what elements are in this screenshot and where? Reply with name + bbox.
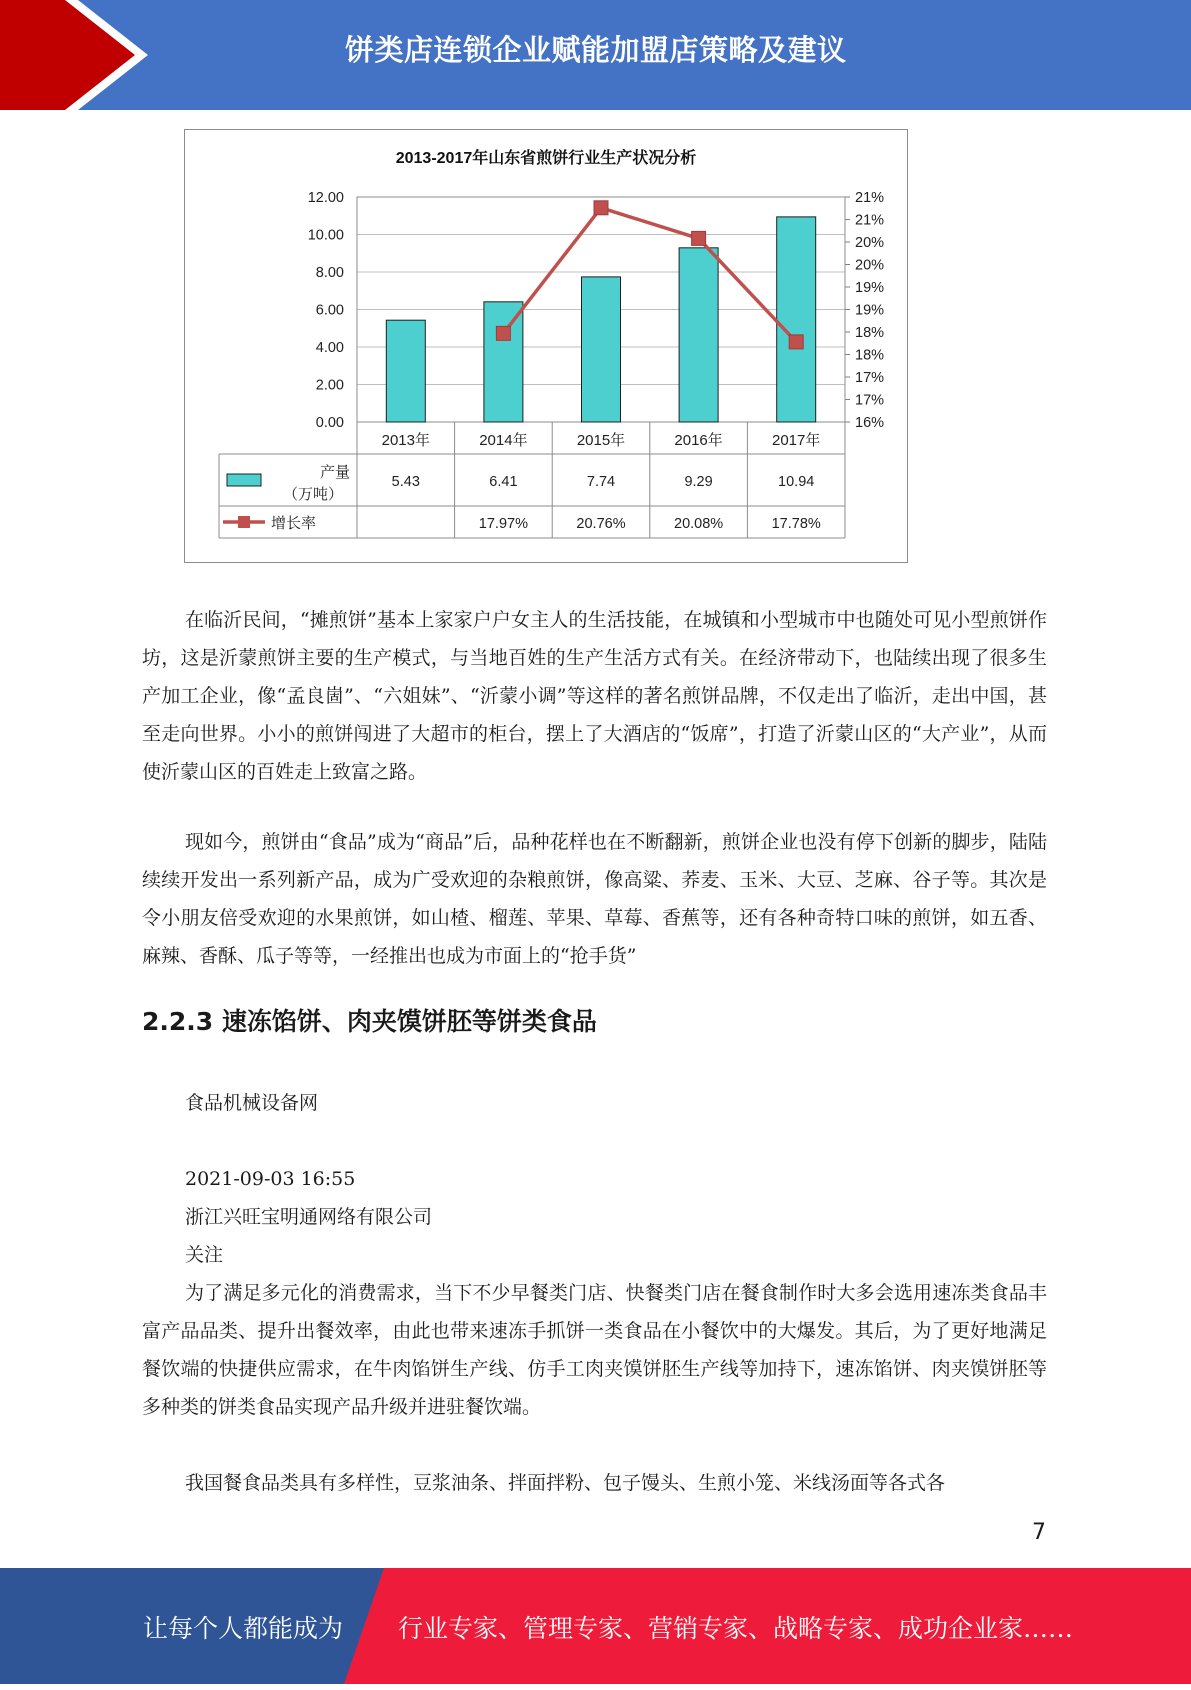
source-line: 食品机械设备网 xyxy=(185,1092,319,1114)
footer-left-text: 让每个人都能成为 xyxy=(143,1614,344,1643)
legend-growth-label: 增长率 xyxy=(271,515,317,532)
growth-value-label: 20.76% xyxy=(576,516,626,532)
output-value-label: 10.94 xyxy=(778,474,815,490)
right-tick-label: 20% xyxy=(855,235,885,251)
category-label: 2015年 xyxy=(576,432,626,449)
bar xyxy=(777,217,816,422)
right-tick-label: 21% xyxy=(855,212,885,229)
page-header xyxy=(0,0,1191,110)
right-tick-label: 18% xyxy=(855,347,885,364)
growth-rate-point xyxy=(496,326,510,340)
bar xyxy=(386,320,425,422)
company-line: 浙江兴旺宝明通网络有限公司 xyxy=(185,1206,433,1228)
page-footer xyxy=(0,1568,1191,1684)
bar xyxy=(582,277,621,422)
right-tick-label: 16% xyxy=(855,415,885,431)
right-tick-label: 19% xyxy=(855,302,885,319)
bar xyxy=(679,248,718,422)
output-value-label: 9.29 xyxy=(684,474,713,490)
footer-right-text: 行业专家、管理专家、营销专家、战略专家、成功企业家…… xyxy=(398,1614,1074,1643)
paragraph-2: 现如今，煎饼由“食品”成为“商品”后，品种花样也在不断翻新，煎饼企业也没有停下创新的脚步，陆陆续续开发出一系列新产品，成为广受欢迎的杂粮煎饼，像高粱、荞麦、玉米、大豆、芝麻、谷子等。其次是令小朋友倍受欢迎的水果煎饼，如山楂、榴莲、苹果、草莓、香蕉等，还有各种奇特口味的煎饼，如五香、麻辣、香酥、瓜子等等，一经推出也成为市面上的“抢手货” xyxy=(142,831,1047,967)
right-tick-label: 21% xyxy=(855,190,885,206)
right-tick-label: 19% xyxy=(855,280,885,296)
output-value-label: 6.41 xyxy=(489,474,518,490)
category-label: 2016年 xyxy=(674,432,723,449)
legend-bar-swatch xyxy=(227,474,261,486)
left-tick-label: 4.00 xyxy=(315,340,344,356)
section-heading: 2.2.3 速冻馅饼、肉夹馍饼胚等饼类食品 xyxy=(142,1007,597,1036)
left-tick-label: 6.00 xyxy=(315,302,344,319)
growth-rate-point xyxy=(594,201,608,215)
growth-value-label: 20.08% xyxy=(674,516,724,532)
growth-rate-point xyxy=(789,335,803,349)
category-label: 2013年 xyxy=(381,432,430,449)
right-tick-label: 20% xyxy=(855,257,885,274)
growth-value-label: 17.78% xyxy=(771,516,821,532)
left-tick-label: 0.00 xyxy=(315,415,344,431)
paragraph-1: 在临沂民间，“摊煎饼”基本上家家户户女主人的生活技能，在城镇和小型城市中也随处可见小型煎饼作坊，这是沂蒙煎饼主要的生产模式，与当地百姓的生产生活方式有关。在经济带动下，也陆续出现了很多生产加工企业，像“孟良崮”、“六姐妹”、“沂蒙小调”等这样的著名煎饼品牌，不仅走出了临沂，走出中国，甚至走向世界。小小的煎饼闯进了大超市的柜台，摆上了大酒店的“饭席”，打造了沂蒙山区的“大产业”，从而使沂蒙山区的百姓走上致富之路。 xyxy=(142,609,1047,783)
follow-link[interactable]: 关注 xyxy=(185,1244,224,1266)
category-label: 2014年 xyxy=(479,432,528,449)
left-tick-label: 10.00 xyxy=(307,227,344,244)
output-value-label: 7.74 xyxy=(586,474,616,490)
header-title: 饼类店连锁企业赋能加盟店策略及建议 xyxy=(345,33,847,67)
chart-title: 2013-2017年山东省煎饼行业生产状况分析 xyxy=(395,150,697,167)
chart-canvas xyxy=(185,130,907,562)
production-chart xyxy=(184,129,908,563)
growth-value-label: 17.97% xyxy=(478,516,528,532)
header-arrow-decoration xyxy=(0,0,160,110)
paragraph-4: 我国餐食品类具有多样性，豆浆油条、拌面拌粉、包子馒头、生煎小笼、米线汤面等各式各 xyxy=(185,1472,946,1494)
growth-rate-point xyxy=(692,231,706,245)
left-tick-label: 12.00 xyxy=(307,190,344,206)
output-value-label: 5.43 xyxy=(391,474,420,490)
paragraph-3: 为了满足多元化的消费需求，当下不少早餐类门店、快餐类门店在餐食制作时大多会选用速冻类食品丰富产品品类、提升出餐效率，由此也带来速冻手抓饼一类食品在小餐饮中的大爆发。其后，为了更好地满足餐饮端的快捷供应需求，在牛肉馅饼生产线、仿手工肉夹馍饼胚生产线等加持下，速冻馅饼、肉夹馍饼胚等多种类的饼类食品实现产品升级并进驻餐饮端。 xyxy=(142,1282,1047,1418)
datetime-line: 2021-09-03 16:55 xyxy=(185,1168,356,1190)
left-tick-label: 2.00 xyxy=(315,377,344,394)
page-number: 7 xyxy=(1032,1520,1046,1545)
right-tick-label: 18% xyxy=(855,325,885,341)
category-label: 2017年 xyxy=(772,432,821,449)
right-tick-label: 17% xyxy=(855,392,885,409)
legend-line-marker xyxy=(238,516,250,528)
left-tick-label: 8.00 xyxy=(315,265,344,281)
legend-output-unit: （万吨） xyxy=(282,486,344,503)
right-tick-label: 17% xyxy=(855,370,885,386)
legend-output-label: 产量 xyxy=(319,464,351,481)
growth-rate-line xyxy=(503,208,796,342)
bar xyxy=(484,302,523,422)
